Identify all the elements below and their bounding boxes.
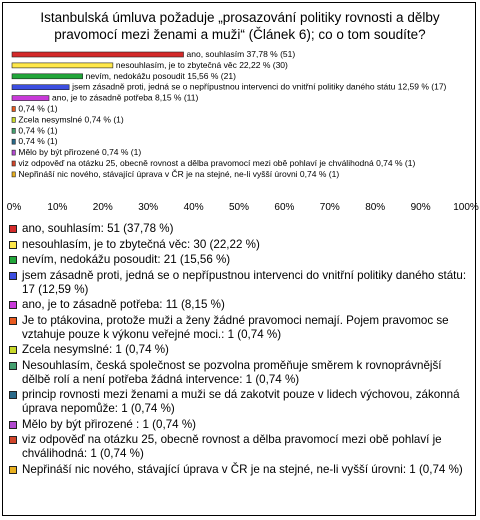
bar-12 [12, 172, 15, 177]
x-tick-label: 10% [47, 202, 68, 213]
legend-label: viz odpověď na otázku 25, obecně rovnost a dělba pravomocí mezi obě pohlaví je chválihodná: 1 (0,74 %) [22, 433, 442, 460]
bar-label-11: viz odpověď na otázku 25, obecně rovnost a dělba pravomocí mezi obě pohlaví je chválihodná 0,74 % (1) [18, 158, 416, 168]
bar-label-12: Nepřináší nic nového, stávající úprava v ČR je na stejné, ne-li vyšší úrovni 0,74 % (1) [18, 168, 340, 179]
legend-item [8, 418, 470, 432]
bar-label-10: Mělo by být přirozené 0,74 % (1) [18, 147, 142, 158]
bar-label-6: 0,74 % (1) [18, 103, 58, 114]
bar-6 [12, 107, 15, 112]
bar-11 [12, 161, 15, 166]
x-tick-label: 30% [138, 202, 159, 213]
legend-item [8, 388, 470, 416]
bar-label-8: 0,74 % (1) [18, 125, 58, 136]
legend-label: Mělo by být přirozené : 1 (0,74 %) [22, 417, 196, 431]
legend-item [8, 298, 470, 312]
legend-item [8, 463, 470, 477]
x-tick-label: 20% [92, 202, 113, 213]
x-tick-label: 70% [319, 202, 340, 213]
bar-label-2: nesouhlasím, je to zbytečná věc 22,22 % (30) [115, 59, 288, 70]
bar-5 [12, 96, 49, 101]
bar-chart [0, 0, 480, 222]
legend-item [8, 343, 470, 357]
legend-swatch [9, 391, 17, 399]
legend-swatch [9, 346, 17, 354]
x-tick-label: 90% [410, 202, 431, 213]
legend-swatch [9, 362, 17, 370]
bar-2 [12, 63, 113, 68]
legend-label: Je to ptákovina, protože muži a ženy žádné pravomoci nemají. Pojem pravomoc se vztahuje pouze k výkonu veřejné moci.: 1 (0,74 %) [22, 313, 449, 341]
legend-swatch [9, 421, 17, 429]
legend-swatch [9, 466, 17, 474]
legend-swatch [9, 241, 17, 249]
bar-label-4: jsem zásadně proti, jedná se o nepřípustnou intervenci do vnitřní politiky daného státu 12,59 % (17) [72, 81, 447, 92]
legend-label: Nepřináší nic nového, stávající úprava v ČR je na stejné, ne-li vyšší úrovni: 1 (0,74 %) [22, 462, 463, 476]
legend-item [8, 238, 470, 252]
x-tick-label: 0% [6, 202, 22, 213]
bar-4 [12, 85, 69, 90]
legend-swatch [9, 436, 17, 444]
bar-label-5: ano, je to zásadně potřeba 8,15 % (11) [52, 92, 199, 103]
legend-label: Zcela nesymslné: 1 (0,74 %) [22, 343, 169, 356]
x-tick-label: 40% [183, 202, 204, 213]
legend-label: princip rovnosti mezi ženami a muži se dá zakotvit pouze v lidech výchovou, zákonná úprava nepomůže: 1 (0,74 %) [22, 388, 460, 415]
bar-9 [12, 139, 15, 144]
x-tick-label: 100% [453, 202, 479, 213]
bar-label-7: Zcela nesymslné 0,74 % (1) [18, 114, 124, 125]
legend-swatch [9, 225, 17, 233]
legend-item [8, 269, 470, 297]
bar-label-3: nevím, nedokážu posoudit 15,56 % (21) [85, 70, 236, 81]
legend-item [8, 253, 470, 267]
legend-item [8, 433, 470, 461]
legend-item [8, 314, 470, 342]
x-tick-label: 50% [228, 202, 250, 213]
legend-label: ano, souhlasím: 51 (37,78 %) [22, 222, 174, 235]
bar-label-9: 0,74 % (1) [18, 136, 58, 147]
bar-10 [12, 150, 15, 155]
legend-label: Nesouhlasím, česká společnost se pozvolna proměňuje směrem k rovnoprávnější dělbě rolí a není potřeba žádná intervence: 1 (0,74 %) [22, 358, 442, 386]
legend-label: nesouhlasím, je to zbytečná věc: 30 (22,22 %) [22, 237, 260, 251]
chart-title: Istanbulská úmluva požaduje „prosazování politiky rovnosti a dělby pravomocí mezi ženami a muži“ (Článek 6); co o tom soudíte? [40, 10, 440, 42]
legend-label: jsem zásadně proti, jedná se o nepřípustnou intervenci do vnitřní politiky daného státu: 17 (12,59 %) [22, 268, 467, 296]
chart-legend [8, 222, 470, 478]
legend-item [8, 222, 470, 236]
bar-1 [12, 52, 184, 57]
bar-3 [12, 74, 83, 79]
legend-label: ano, je to zásadně potřeba: 11 (8,15 %) [22, 298, 225, 311]
bar-7 [12, 117, 15, 122]
legend-item [8, 359, 470, 387]
bar-8 [12, 128, 15, 133]
bar-label-1: ano, souhlasím 37,78 % (51) [186, 49, 296, 59]
legend-swatch [9, 256, 17, 264]
legend-label: nevím, nedokážu posoudit: 21 (15,56 %) [22, 253, 231, 266]
x-tick-label: 60% [274, 202, 295, 213]
x-tick-label: 80% [365, 202, 386, 213]
legend-swatch [9, 301, 17, 309]
legend-swatch [9, 272, 17, 280]
legend-swatch [9, 317, 17, 325]
